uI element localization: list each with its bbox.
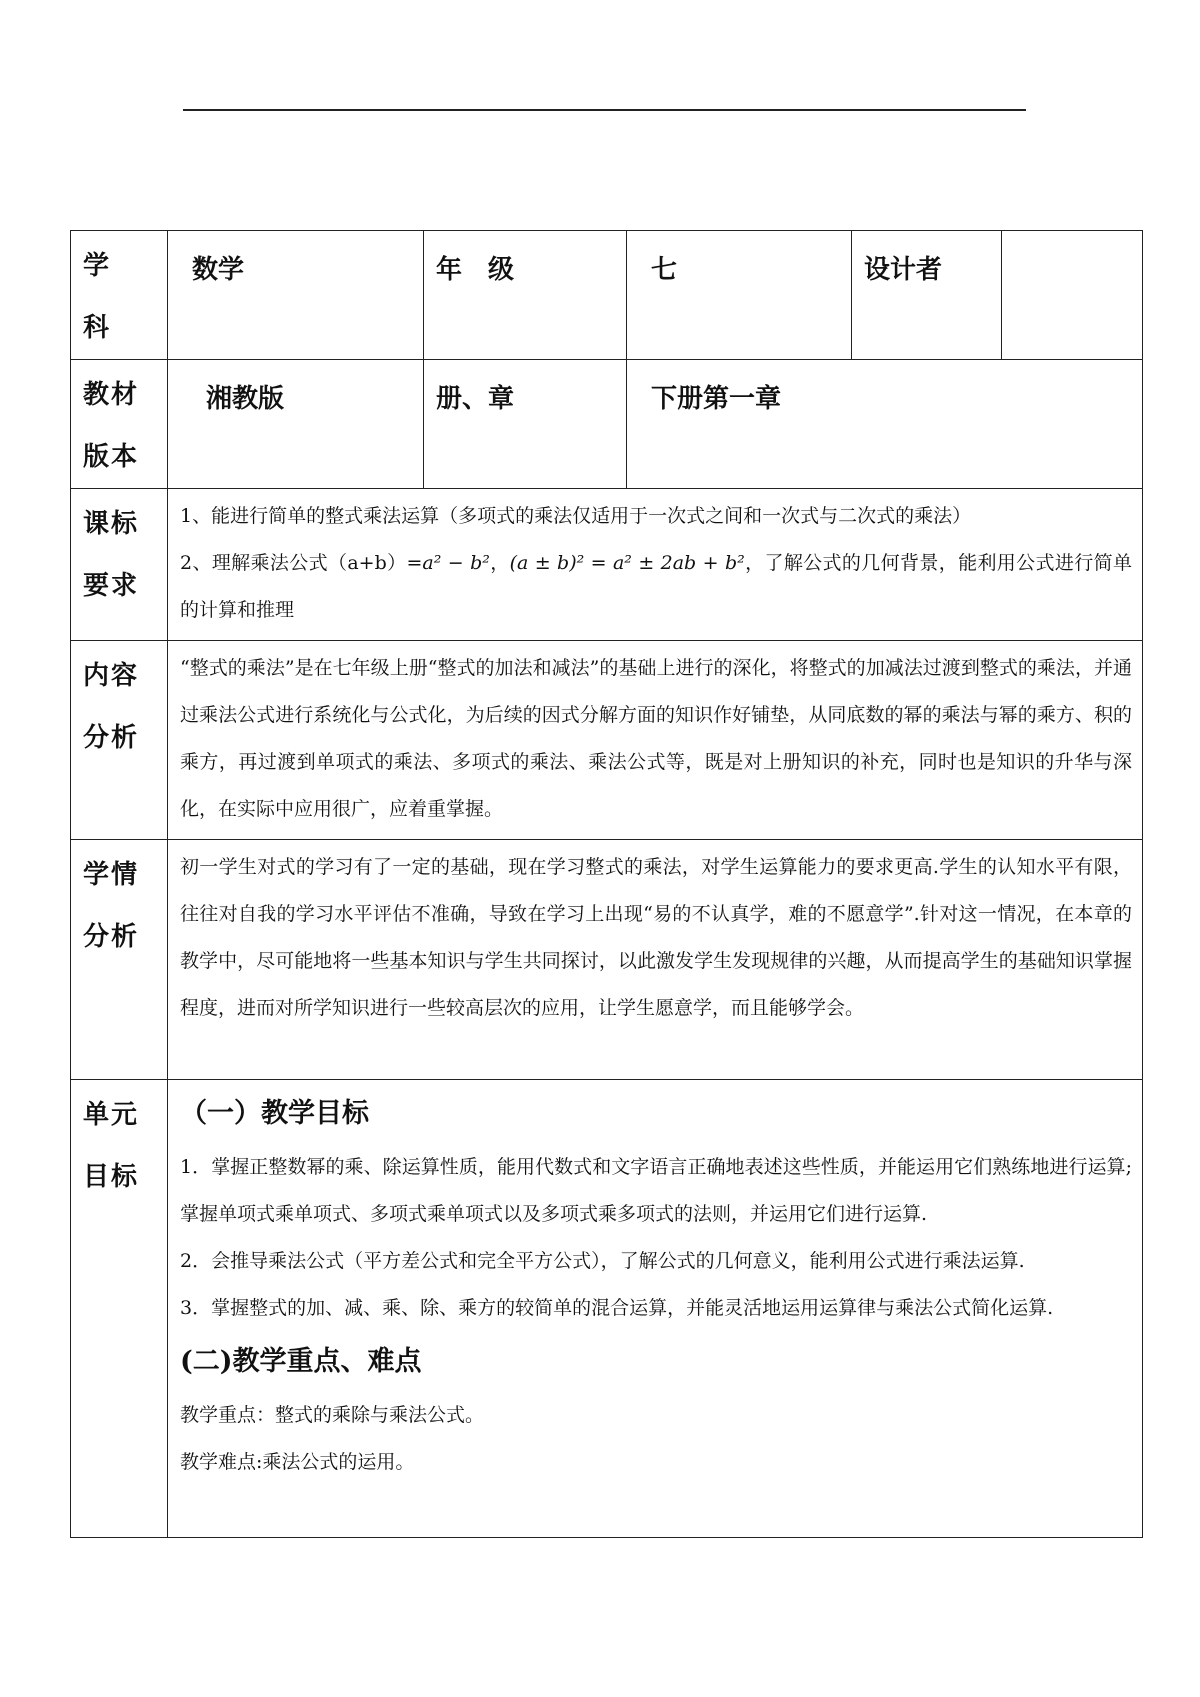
unit-goals-content (168, 1080, 1142, 1492)
textbook-label: 教材版本 (83, 380, 140, 472)
designer-label: 设计者 (864, 255, 943, 285)
key-point: 教学重点：整式的乘除与乘法公式。 (180, 1404, 485, 1426)
difficulty-point: 教学难点:乘法公式的运用。 (180, 1451, 415, 1473)
volume-label: 册、章 (436, 384, 515, 414)
content-analysis-text: “整式的乘法”是在七年级上册“整式的加法和减法”的基础上进行的深化，将整式的加减法过渡到整式的乘法，并通过乘法公式进行系统化与公式化，为后续的因式分解方面的知识作好铺垫，从同底数的幂的乘法与幂的乘方、积的乘方，再过渡到单项式的乘法、多项式的乘法、乘法公式等，既是对上册知识的补充，同时也是知识的升华与深化，在实际中应用很广，应着重掌握。 (180, 657, 1132, 820)
row-student-analysis (71, 840, 1143, 1080)
row-curriculum (71, 489, 1143, 641)
row-content-analysis (71, 641, 1143, 840)
goal-3: 3．掌握整式的加、减、乘、除、乘方的较简单的混合运算，并能灵活地运用运算律与乘法公式简化运算. (180, 1297, 1054, 1319)
lesson-plan-table (70, 230, 1143, 1538)
row-textbook (71, 360, 1143, 489)
designer-value (1002, 231, 1142, 249)
curriculum-item-1: 1、能进行简单的整式乘法运算（多项式的乘法仅适用于一次式之间和一次式与二次式的乘法） (180, 505, 972, 527)
curriculum-item-2 (180, 540, 1132, 634)
top-rule (183, 109, 1026, 111)
textbook-value: 湘教版 (206, 384, 285, 414)
curriculum-content (168, 489, 1142, 640)
row-unit-goals (71, 1080, 1143, 1538)
subject-value: 数学 (192, 255, 245, 285)
unit-goals-label: 单元目标 (83, 1100, 140, 1192)
grade-label: 年 级 (436, 255, 515, 285)
content-analysis-label: 内容分析 (83, 661, 140, 753)
volume-value: 下册第一章 (651, 384, 782, 414)
goal-2: 2．会推导乘法公式（平方差公式和完全平方公式），了解公式的几何意义，能利用公式进行乘法运算. (180, 1250, 1025, 1272)
student-analysis-label: 学情分析 (83, 860, 140, 952)
curriculum-label: 课标要求 (83, 509, 140, 601)
row-subject (71, 231, 1143, 360)
teaching-goals-heading: （一）教学目标 (180, 1098, 369, 1129)
key-points-heading: (二)教学重点、难点 (180, 1346, 422, 1377)
goal-1: 1．掌握正整数幂的乘、除运算性质，能用代数式和文字语言正确地表述这些性质，并能运用它们熟练地进行运算;掌握单项式乘单项式、多项式乘单项式以及多项式乘多项式的法则，并运用它们进行运算. (180, 1156, 1132, 1225)
curriculum-item-2-prefix: 2、理解乘法公式（a+b）= (180, 552, 423, 574)
formula-difference-of-squares: a² − b² (422, 552, 490, 574)
subject-label: 学科 (83, 251, 112, 343)
formula-perfect-square: (a ± b)² = a² ± 2ab + b² (509, 552, 745, 574)
curriculum-item-2-suffix: ，了解公式的几何背景，能利用公式进行简单的计算和推理 (180, 552, 1132, 621)
student-analysis-text: 初一学生对式的学习有了一定的基础，现在学习整式的乘法，对学生运算能力的要求更高.学生的认知水平有限，往往对自我的学习水平评估不准确，导致在学习上出现“易的不认真学，难的不愿意学”.针对这一情况，在本章的教学中，尽可能地将一些基本知识与学生共同探讨，以此激发学生发现规律的兴趣，从而提高学生的基础知识掌握程度，进而对所学知识进行一些较高层次的应用，让学生愿意学，而且能够学会。 (180, 856, 1132, 1019)
grade-value: 七 (651, 255, 678, 285)
curriculum-item-2-sep: ， (489, 552, 510, 574)
